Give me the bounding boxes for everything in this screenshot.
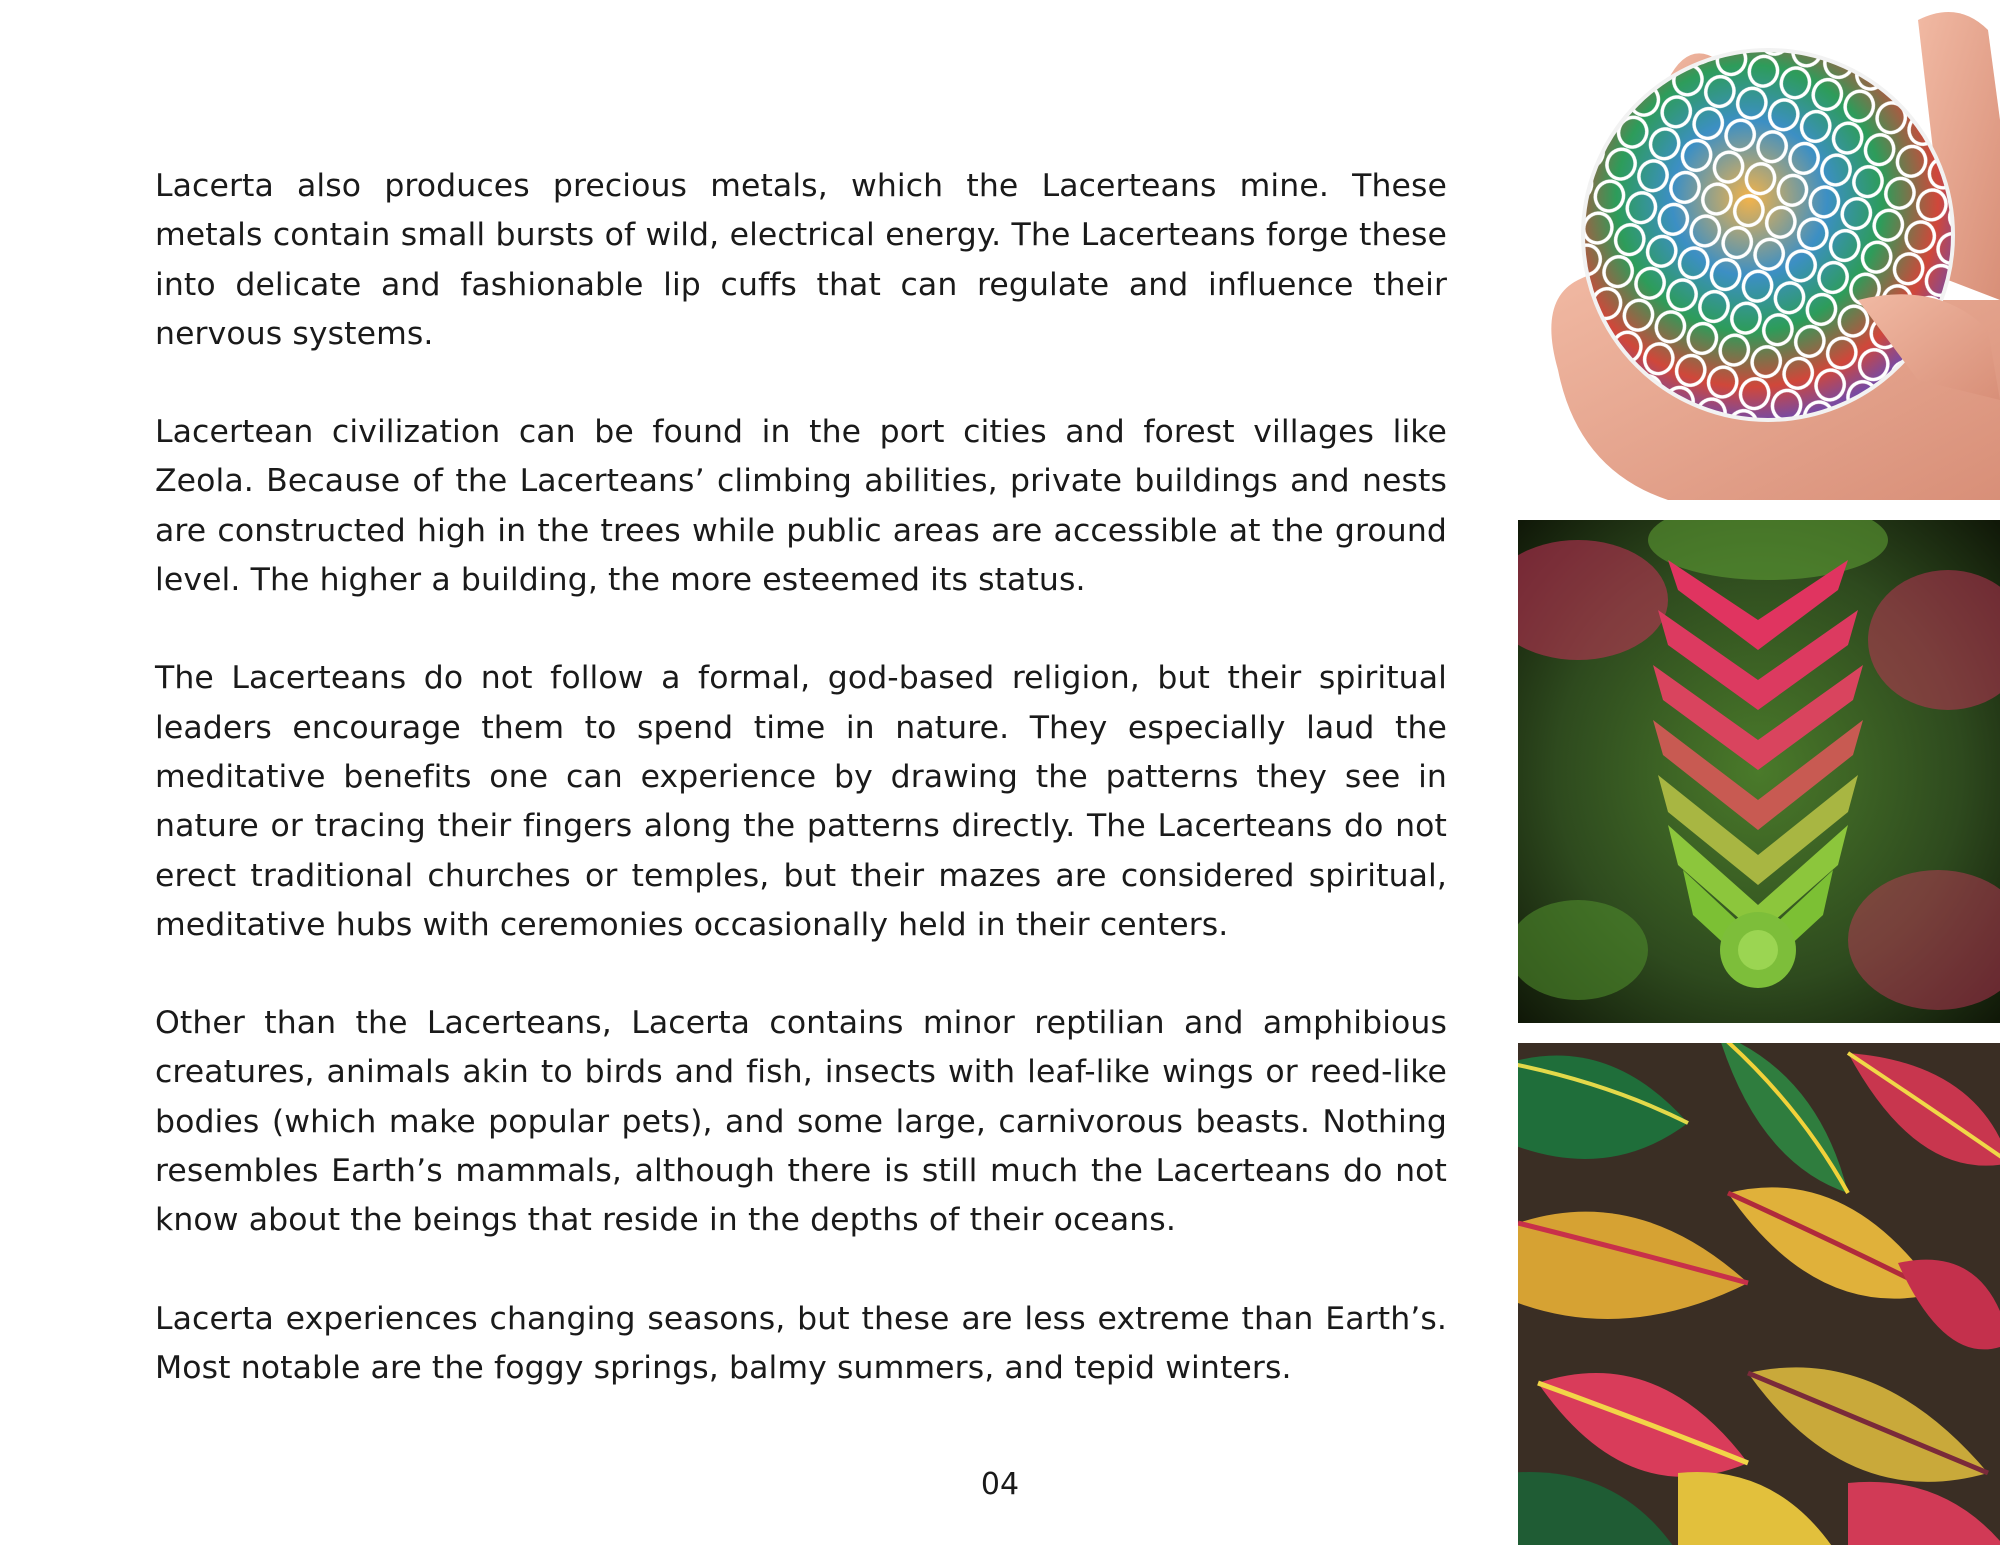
page-number: 04 xyxy=(980,1467,1020,1502)
succulent-photo xyxy=(1518,520,2000,1023)
paragraph-creatures: Other than the Lacerteans, Lacerta contains minor reptilian and amphibious creatures, animals akin to birds and fish, insects with leaf-like wings or reed-like bodies (which make popular pets), and some large, carnivorous beasts. Nothing resembles Earth’s mammals, although there is still much the Lacerteans do not know about the beings that reside in the depths of their oceans. xyxy=(155,1005,1447,1239)
paragraph-civilization: Lacertean civilization can be found in the port cities and forest villages like Zeola. Because of the Lacerteans’ climbing abilities, private buildings and nests are constructed high in the trees while public areas are accessible at the ground level. The higher a building, the more esteemed its status. xyxy=(155,414,1447,599)
paragraph-seasons: Lacerta experiences changing seasons, but these are less extreme than Earth’s. Most notable are the foggy springs, balmy summers, and tepid winters. xyxy=(155,1300,1447,1386)
croton-plant-photo xyxy=(1518,1043,2000,1545)
body-text xyxy=(155,162,1447,1442)
stress-ball-photo xyxy=(1518,0,2000,500)
paragraph-metals: Lacerta also produces precious metals, which the Lacerteans mine. These metals contain small bursts of wild, electrical energy. The Lacerteans forge these into delicate and fashionable lip cuffs that can regulate and influence their nervous systems. xyxy=(155,168,1447,352)
paragraph-religion: The Lacerteans do not follow a formal, god-based religion, but their spiritual leaders encourage them to spend time in nature. They especially laud the meditative benefits one can experience by drawing the patterns they see in nature or tracing their fingers along the patterns directly. The Lacerteans do not erect traditional churches or temples, but their mazes are considered spiritual, meditative hubs with ceremonies occasionally held in their centers. xyxy=(155,660,1447,943)
